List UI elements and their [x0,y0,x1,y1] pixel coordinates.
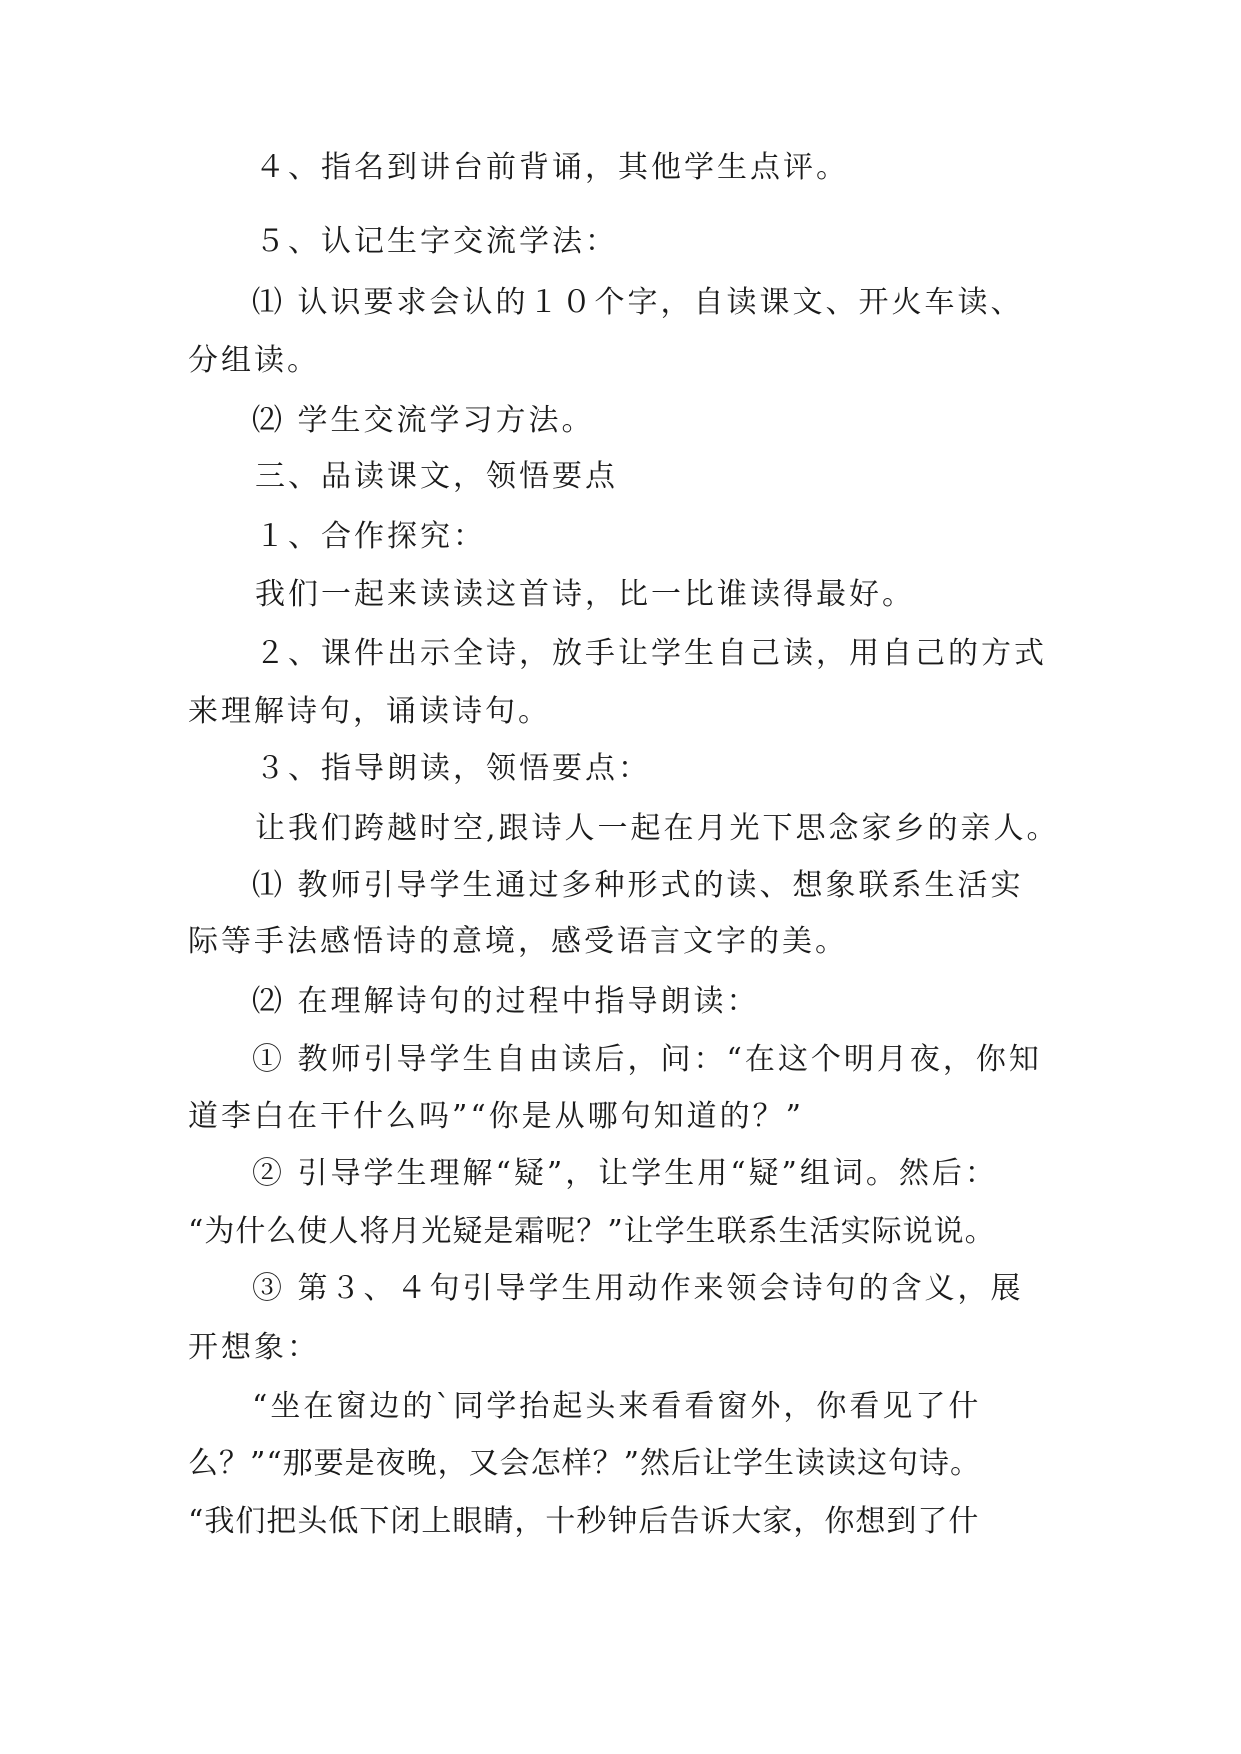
line-13: ⑴ 教师引导学生通过多种形式的读、想象联系生活实 [252,868,1024,903]
line-4: 分组读。 [188,343,320,378]
line-17: 道李白在干什么吗”“你是从哪句知道的？” [188,1099,805,1134]
line-22: “坐在窗边的`同学抬起头来看看窗外，你看见了什 [252,1389,982,1424]
line-1: ４、指名到讲台前背诵，其他学生点评。 [255,150,849,185]
line-15: ⑵ 在理解诗句的过程中指导朗读： [252,984,760,1019]
line-7: １、合作探究： [255,519,486,554]
line-18: ② 引导学生理解“疑”，让学生用“疑”组词。然后： [252,1156,998,1191]
line-10: 来理解诗句，诵读诗句。 [188,694,551,729]
line-19: “为什么使人将月光疑是霜呢？”让学生联系生活实际说说。 [188,1214,996,1249]
line-9: ２、课件出示全诗，放手让学生自己读，用自己的方式 [255,636,1047,671]
line-8: 我们一起来读读这首诗，比一比谁读得最好。 [255,577,915,612]
line-23: 么？”“那要是夜晚，又会怎样？”然后让学生读读这句诗。 [188,1446,982,1481]
line-16: ① 教师引导学生自由读后，问：“在这个明月夜，你知 [252,1042,1042,1077]
line-5: ⑵ 学生交流学习方法。 [252,403,595,438]
line-2: ５、认记生字交流学法： [255,224,618,259]
line-21: 开想象： [188,1330,320,1365]
line-11: ３、指导朗读，领悟要点： [255,751,651,786]
line-6: 三、品读课文，领悟要点 [255,459,618,494]
line-12: 让我们跨越时空,跟诗人一起在月光下思念家乡的亲人。 [255,811,1060,846]
line-24: “我们把头低下闭上眼睛，十秒钟后告诉大家，你想到了什 [188,1504,980,1539]
line-20: ③ 第３、４句引导学生用动作来领会诗句的含义，展 [252,1271,1024,1306]
line-14: 际等手法感悟诗的意境，感受语言文字的美。 [188,924,848,959]
line-3: ⑴ 认识要求会认的１０个字，自读课文、开火车读、 [252,285,1024,320]
